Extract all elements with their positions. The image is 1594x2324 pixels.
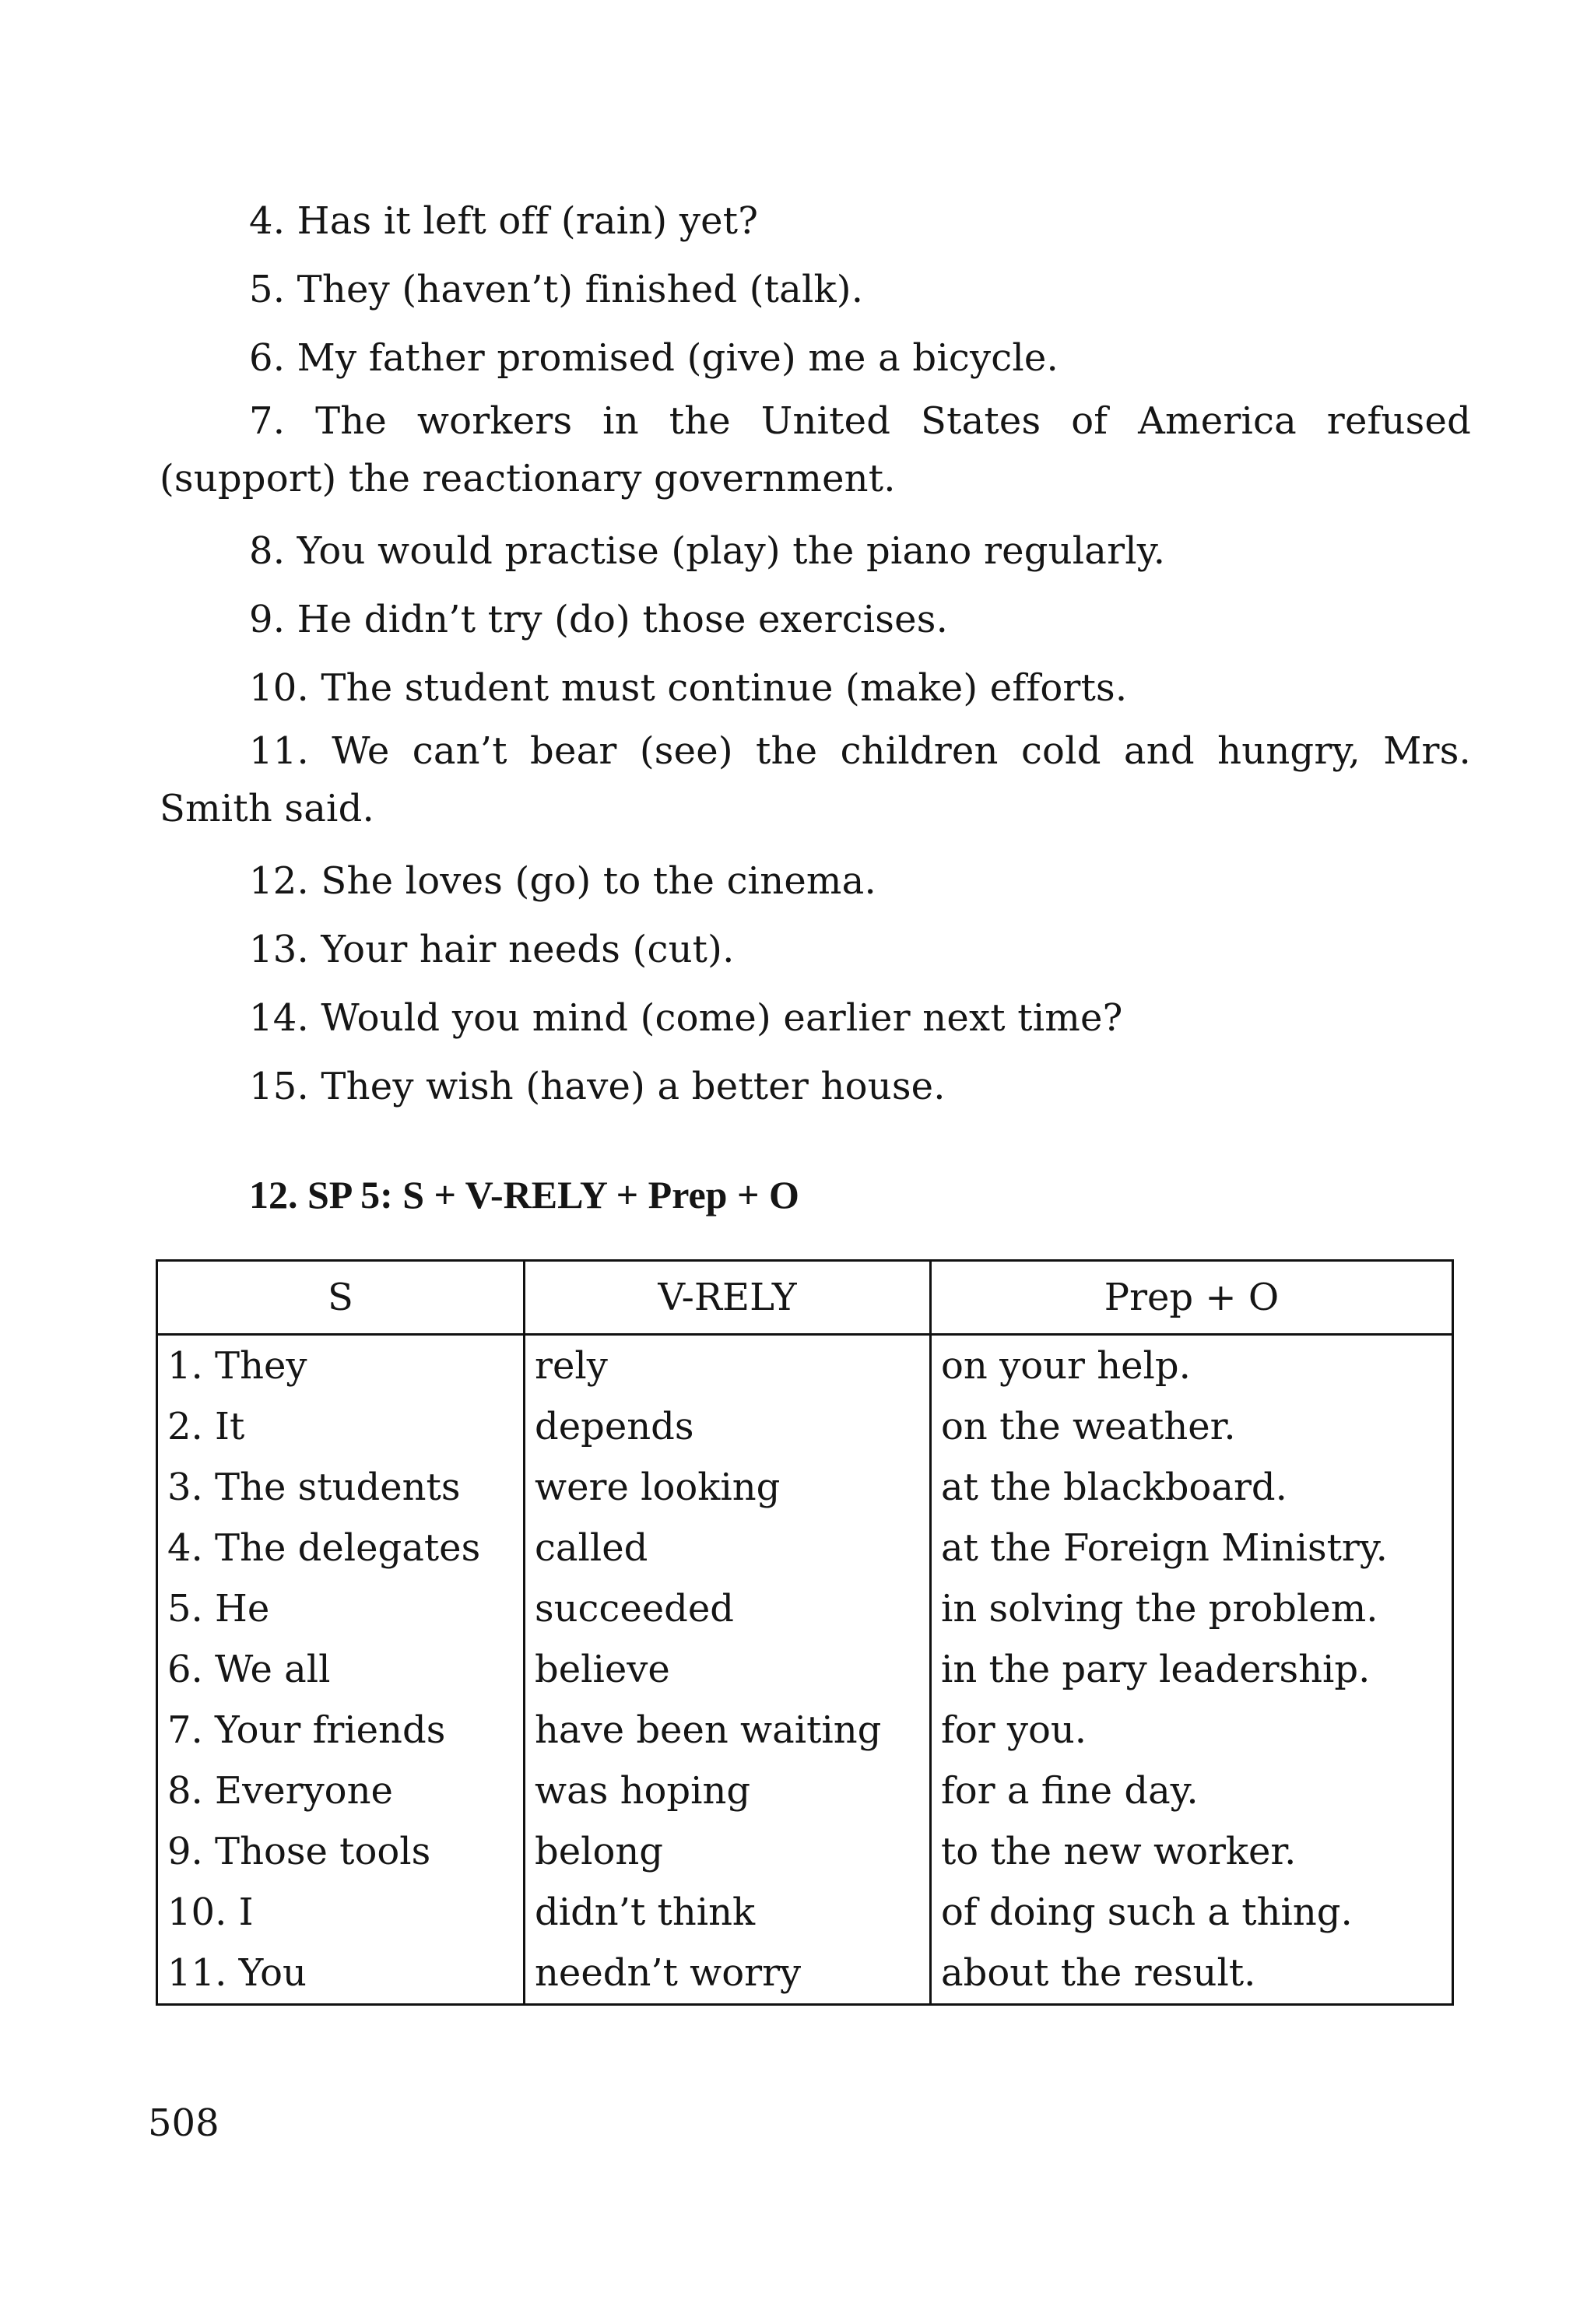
cell-subject: 6. We all: [157, 1639, 525, 1700]
table-row: [157, 1639, 1453, 1700]
cell-prep-object: for a fine day.: [931, 1761, 1453, 1821]
table-row: [157, 1335, 1453, 1397]
table-row: [157, 1700, 1453, 1761]
header-verb: V-RELY: [525, 1261, 931, 1335]
exercise-item: 4. Has it left off (rain) yet?: [249, 199, 759, 243]
cell-verb: needn’t worry: [525, 1943, 931, 2005]
cell-subject: 11. You: [157, 1943, 525, 2005]
table-row: [157, 1396, 1453, 1457]
sentence-pattern-table: [156, 1259, 1454, 2006]
table-row: [157, 1882, 1453, 1943]
cell-verb: rely: [525, 1335, 931, 1397]
cell-prep-object: to the new worker.: [931, 1821, 1453, 1882]
cell-verb: succeeded: [525, 1578, 931, 1639]
exercise-list: [160, 187, 1471, 1121]
cell-prep-object: in the pary leadership.: [931, 1639, 1453, 1700]
cell-subject: 8. Everyone: [157, 1761, 525, 1821]
cell-prep-object: on your help.: [931, 1335, 1453, 1397]
table-body: [157, 1335, 1453, 2005]
cell-subject: 2. It: [157, 1396, 525, 1457]
header-prep-object: Prep + O: [931, 1261, 1453, 1335]
cell-verb: was hoping: [525, 1761, 931, 1821]
cell-verb: called: [525, 1518, 931, 1578]
table-header-row: [157, 1261, 1453, 1335]
cell-verb: were looking: [525, 1457, 931, 1518]
exercise-item: 7. The workers in the United States of America refused (support) the reactionary government.: [160, 399, 1471, 500]
cell-verb: depends: [525, 1396, 931, 1457]
cell-prep-object: for you.: [931, 1700, 1453, 1761]
table-row: [157, 1943, 1453, 2005]
cell-prep-object: in solving the problem.: [931, 1578, 1453, 1639]
cell-subject: 7. Your friends: [157, 1700, 525, 1761]
exercise-item: 9. He didn’t try (do) those exercises.: [249, 598, 949, 641]
cell-verb: belong: [525, 1821, 931, 1882]
exercise-item: 5. They (haven’t) finished (talk).: [249, 268, 864, 311]
table-row: [157, 1578, 1453, 1639]
table-row: [157, 1821, 1453, 1882]
table-row: [157, 1457, 1453, 1518]
exercise-item: 12. She loves (go) to the cinema.: [249, 859, 876, 903]
cell-prep-object: of doing such a thing.: [931, 1882, 1453, 1943]
exercise-item: 6. My father promised (give) me a bicycle.: [249, 336, 1059, 380]
cell-subject: 9. Those tools: [157, 1821, 525, 1882]
exercise-item: 11. We can’t bear (see) the children cold and hungry, Mrs. Smith said.: [160, 729, 1471, 830]
cell-subject: 5. He: [157, 1578, 525, 1639]
header-subject: S: [157, 1261, 525, 1335]
sentence-pattern-table-container: [156, 1259, 1452, 2003]
exercise-item: 8. You would practise (play) the piano regularly.: [249, 529, 1166, 573]
table-row: [157, 1518, 1453, 1578]
cell-verb: believe: [525, 1639, 931, 1700]
section-title: 12. SP 5: S + V-RELY + Prep + O: [249, 1173, 799, 1216]
cell-verb: didn’t think: [525, 1882, 931, 1943]
cell-prep-object: on the weather.: [931, 1396, 1453, 1457]
cell-subject: 10. I: [157, 1882, 525, 1943]
exercise-item: 13. Your hair needs (cut).: [249, 928, 735, 971]
cell-verb: have been waiting: [525, 1700, 931, 1761]
cell-subject: 4. The delegates: [157, 1518, 525, 1578]
exercise-item: 14. Would you mind (come) earlier next time?: [249, 996, 1123, 1040]
cell-subject: 1. They: [157, 1335, 525, 1397]
table-row: [157, 1761, 1453, 1821]
cell-prep-object: at the blackboard.: [931, 1457, 1453, 1518]
page-number: 508: [148, 2101, 219, 2145]
cell-prep-object: about the result.: [931, 1943, 1453, 2005]
exercise-item: 15. They wish (have) a better house.: [249, 1065, 946, 1108]
cell-prep-object: at the Foreign Ministry.: [931, 1518, 1453, 1578]
cell-subject: 3. The students: [157, 1457, 525, 1518]
exercise-item: 10. The student must continue (make) efforts.: [249, 666, 1128, 710]
